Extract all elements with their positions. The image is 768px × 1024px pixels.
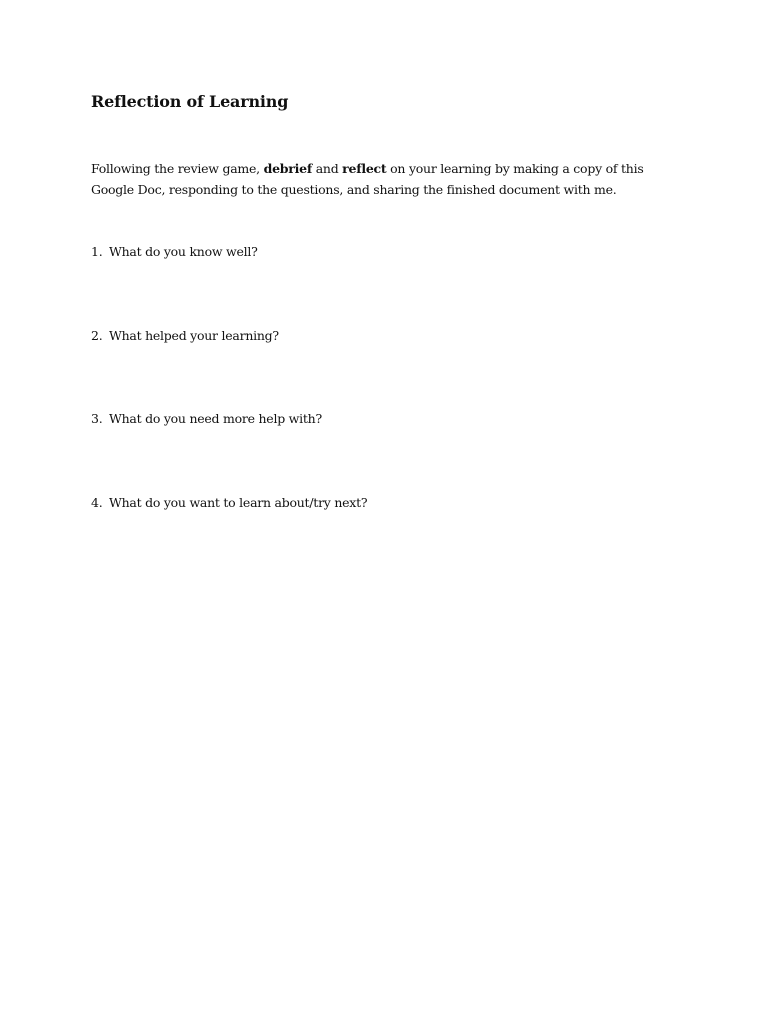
intro-paragraph bbox=[91, 159, 681, 200]
question-1 bbox=[91, 242, 258, 262]
question-number: 1. bbox=[91, 244, 103, 259]
intro-text-and: and bbox=[311, 161, 343, 176]
question-text: What do you need more help with? bbox=[109, 411, 322, 426]
question-3 bbox=[91, 409, 322, 429]
question-4 bbox=[91, 493, 367, 513]
intro-text-start: Following the review game, bbox=[91, 161, 264, 176]
intro-bold-reflect: reflect bbox=[342, 161, 387, 176]
question-number: 3. bbox=[91, 411, 103, 426]
document-title: Reflection of Learning bbox=[91, 92, 289, 111]
question-text: What helped your learning? bbox=[109, 328, 279, 343]
question-text: What do you want to learn about/try next? bbox=[109, 495, 368, 510]
question-number: 2. bbox=[91, 328, 103, 343]
intro-text-end: on your learning by making a copy of this Google Doc, responding to the questions, and sharing the finished document with me. bbox=[91, 161, 644, 197]
question-2 bbox=[91, 326, 279, 346]
intro-bold-debrief: debrief bbox=[263, 161, 312, 176]
question-text: What do you know well? bbox=[109, 244, 258, 259]
question-number: 4. bbox=[91, 495, 103, 510]
